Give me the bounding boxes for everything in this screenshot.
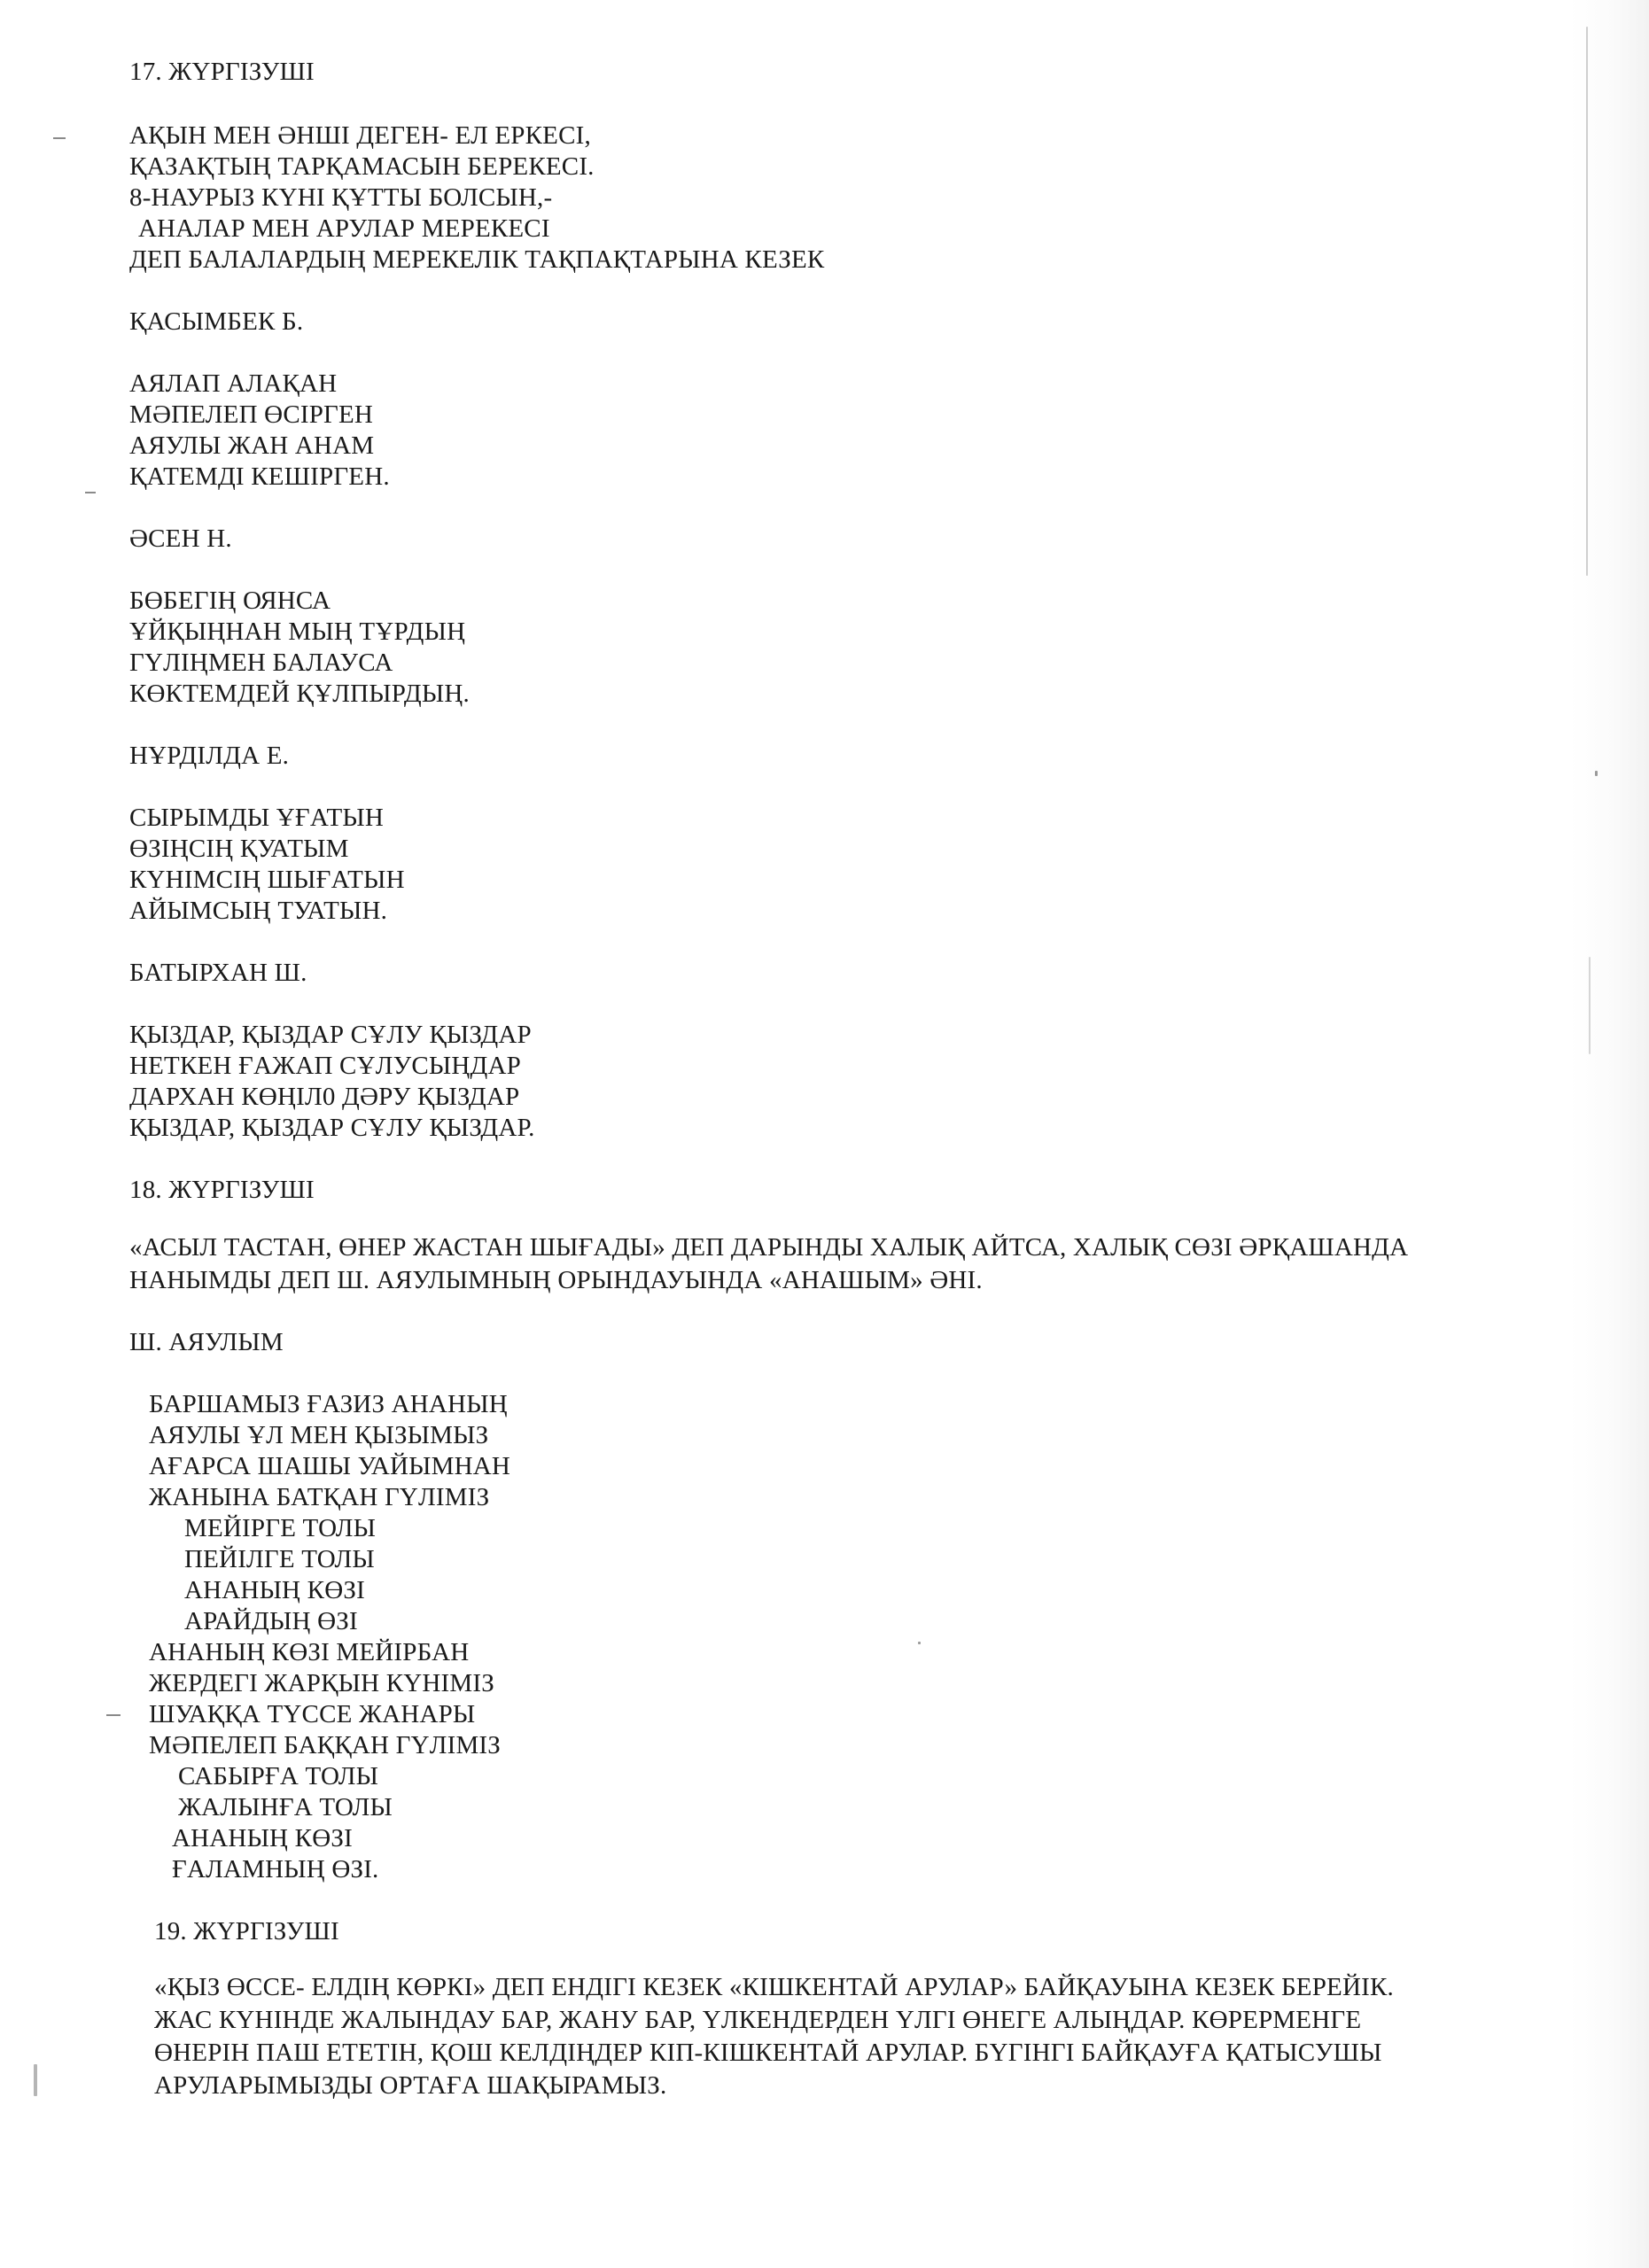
song-refrain-line: САБЫРҒА ТОЛЫ [178, 1762, 379, 1790]
text-line: ДЕП БАЛАЛАРДЫҢ МЕРЕКЕЛІК ТАҚПАҚТАРЫНА КЕЗЕК [129, 245, 825, 274]
scan-mark [34, 2064, 37, 2096]
song-line: АНАНЫҢ КӨЗІ МЕЙІРБАН [149, 1638, 470, 1666]
poem-line: КҮНІМСІҢ ШЫҒАТЫН [129, 866, 405, 894]
text-line: ӨНЕРІН ПАШ ЕТЕТІН, ҚОШ КЕЛДІҢДЕР КІП-КІШКЕНТАЙ АРУЛАР. БҮГІНГІ БАЙҚАУҒА ҚАТЫСУШЫ [154, 2039, 1382, 2067]
song-line: АҒАРСА ШАШЫ УАЙЫМНАН [149, 1452, 511, 1480]
text-line: НАНЫМДЫ ДЕП Ш. АЯУЛЫМНЫҢ ОРЫНДАУЫНДА «АНАШЫМ» ӘНІ. [129, 1266, 983, 1294]
song-line: АЯУЛЫ ҰЛ МЕН ҚЫЗЫМЫЗ [149, 1421, 489, 1449]
text-line: ҚАЗАҚТЫҢ ТАРҚАМАСЫН БЕРЕКЕСІ. [129, 152, 595, 181]
poem-line: АЯЛАП АЛАҚАН [129, 369, 338, 398]
song-line: ШУАҚҚА ТҮССЕ ЖАНАРЫ [149, 1700, 476, 1728]
song-line: МӘПЕЛЕП БАҚҚАН ГҮЛІМІЗ [149, 1731, 502, 1759]
scan-mark [918, 1642, 921, 1644]
poem-line: ГҮЛІҢМЕН БАЛАУСА [129, 649, 393, 677]
text-line: «ҚЫЗ ӨССЕ- ЕЛДІҢ КӨРКІ» ДЕП ЕНДІГІ КЕЗЕК «КІШКЕНТАЙ АРУЛАР» БАЙҚАУЫНА КЕЗЕК БЕРЕЙІК. [154, 1973, 1394, 2001]
poem-line: ДАРХАН КӨҢІЛ0 ДӘРУ ҚЫЗДАР [129, 1083, 520, 1111]
text-line: ЖАС КҮНІНДЕ ЖАЛЫНДАУ БАР, ЖАНУ БАР, ҮЛКЕНДЕРДЕН ҮЛГІ ӨНЕГЕ АЛЫҢДАР. КӨРЕРМЕНГЕ [154, 2006, 1362, 2034]
poem-line: ҰЙҚЫҢНАН МЫҢ ТҰРДЫҢ [129, 617, 466, 646]
song-refrain-line: ҒАЛАМНЫҢ ӨЗІ. [172, 1855, 379, 1884]
performer-name: Ш. АЯУЛЫМ [129, 1328, 284, 1356]
song-refrain-line: ЖАЛЫНҒА ТОЛЫ [178, 1793, 393, 1821]
song-line: ЖЕРДЕГІ ЖАРҚЫН КҮНІМІЗ [149, 1669, 494, 1697]
song-refrain-line: АНАНЫҢ КӨЗІ [184, 1576, 365, 1604]
scan-mark [1595, 771, 1598, 776]
text-line: АҚЫН МЕН ӘНШІ ДЕГЕН- ЕЛ ЕРКЕСІ, [129, 121, 591, 150]
scan-edge-shadow [1569, 0, 1649, 2268]
section-heading: 17. ЖҮРГІЗУШІ [129, 58, 315, 86]
song-line: ЖАНЫНА БАТҚАН ГҮЛІМІЗ [149, 1483, 490, 1511]
scan-mark [1586, 27, 1588, 576]
scan-mark [1589, 957, 1591, 1054]
song-line: БАРШАМЫЗ ҒАЗИЗ АНАНЫҢ [149, 1390, 508, 1418]
poem-line: ӨЗІҢСІҢ ҚУАТЫМ [129, 835, 349, 863]
song-refrain-line: ПЕЙІЛГЕ ТОЛЫ [184, 1545, 375, 1573]
performer-name: БАТЫРХАН Ш. [129, 959, 307, 987]
scan-mark [106, 1714, 121, 1716]
poem-line: АЯУЛЫ ЖАН АНАМ [129, 431, 375, 460]
text-line: «АСЫЛ ТАСТАН, ӨНЕР ЖАСТАН ШЫҒАДЫ» ДЕП ДАРЫНДЫ ХАЛЫҚ АЙТСА, ХАЛЫҚ СӨЗІ ӘРҚАШАНДА [129, 1233, 1409, 1262]
poem-line: СЫРЫМДЫ ҰҒАТЫН [129, 804, 385, 832]
section-heading: 19. ЖҮРГІЗУШІ [154, 1917, 339, 1946]
poem-line: НЕТКЕН ҒАЖАП СҰЛУСЫҢДАР [129, 1052, 521, 1080]
poem-line: КӨКТЕМДЕЙ ҚҰЛПЫРДЫҢ. [129, 680, 470, 708]
scan-mark [53, 137, 66, 139]
song-refrain-line: АНАНЫҢ КӨЗІ [172, 1824, 353, 1852]
poem-line: МӘПЕЛЕП ӨСІРГЕН [129, 400, 374, 429]
text-line: АНАЛАР МЕН АРУЛАР МЕРЕКЕСІ [138, 214, 550, 243]
text-line: АРУЛАРЫМЫЗДЫ ОРТАҒА ШАҚЫРАМЫЗ. [154, 2071, 667, 2100]
song-refrain-line: АРАЙДЫҢ ӨЗІ [184, 1607, 358, 1635]
poem-line: ҚАТЕМДІ КЕШІРГЕН. [129, 462, 390, 491]
text-line: 8-НАУРЫЗ КҮНІ ҚҰТТЫ БОЛСЫН,- [129, 183, 553, 212]
performer-name: ӘСЕН Н. [129, 524, 232, 553]
poem-line: АЙЫМСЫҢ ТУАТЫН. [129, 897, 388, 925]
song-refrain-line: МЕЙІРГЕ ТОЛЫ [184, 1514, 377, 1542]
performer-name: НҰРДІЛДА Е. [129, 742, 290, 770]
poem-line: ҚЫЗДАР, ҚЫЗДАР СҰЛУ ҚЫЗДАР [129, 1021, 532, 1049]
scan-mark [85, 492, 96, 493]
section-heading: 18. ЖҮРГІЗУШІ [129, 1176, 315, 1204]
poem-line: ҚЫЗДАР, ҚЫЗДАР СҰЛУ ҚЫЗДАР. [129, 1114, 535, 1142]
poem-line: БӨБЕГІҢ ОЯНСА [129, 586, 331, 615]
performer-name: ҚАСЫМБЕК Б. [129, 307, 304, 336]
